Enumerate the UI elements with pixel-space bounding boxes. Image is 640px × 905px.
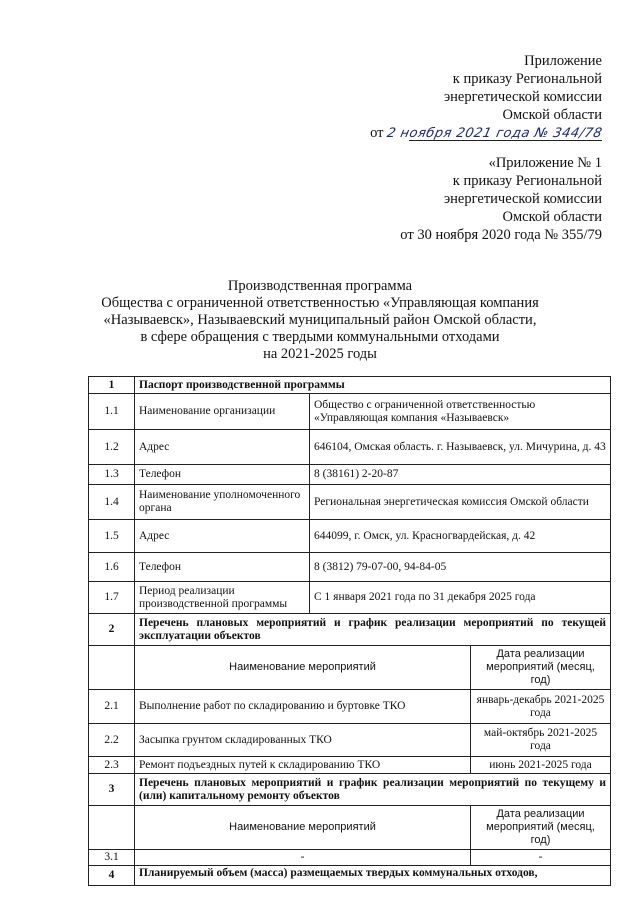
row-label: Наименование уполномоченного органа	[135, 485, 310, 520]
subheader-row	[89, 806, 611, 850]
row-number: 2.1	[89, 690, 135, 724]
row-number: 1.6	[89, 553, 135, 582]
column-header-name: Наименование мероприятий	[135, 646, 471, 690]
handwritten-signature: 2 ноября 2021 года № 344/78	[385, 126, 604, 141]
row-label: Наименование организации	[135, 394, 310, 430]
row-number: 2.3	[89, 757, 135, 774]
table-row	[89, 690, 611, 724]
row-label: Период реализации производственной программы	[135, 582, 310, 614]
table-row	[89, 757, 611, 774]
appendix-header	[370, 52, 602, 143]
title-line: Производственная программа	[227, 278, 413, 294]
appendix-line: энергетической комиссии	[443, 89, 602, 105]
activity-name: Ремонт подъездных путей к складированию ТКО	[135, 757, 471, 774]
section-number: 2	[89, 614, 135, 646]
row-value: Общество с ограниченной ответственностью «Управляющая компания «Называевск»	[310, 394, 611, 430]
row-number: 1.7	[89, 582, 135, 614]
section-header-row	[89, 614, 611, 646]
row-number: 2.2	[89, 724, 135, 757]
activity-date: июнь 2021-2025 года	[471, 757, 611, 774]
section-header-row	[89, 866, 611, 886]
activity-date: -	[471, 850, 611, 866]
appendix-line: энергетической комиссии	[443, 191, 602, 207]
activity-name: Засыпка грунтом складированных ТКО	[135, 724, 471, 757]
title-line: «Называевск», Называевский муниципальный район Омской области,	[103, 312, 537, 328]
document-title	[0, 278, 640, 363]
row-number: 1.3	[89, 465, 135, 485]
row-value: 644099, г. Омск, ул. Красногвардейская, д. 42	[310, 520, 611, 553]
table-row	[89, 850, 611, 866]
row-value: Региональная энергетическая комиссия Омской области	[310, 485, 611, 520]
activity-name: Выполнение работ по складированию и буртовке ТКО	[135, 690, 471, 724]
appendix-line: Омской области	[502, 107, 602, 123]
table-row	[89, 430, 611, 465]
signature-underline	[409, 140, 602, 141]
section-number: 1	[89, 377, 135, 394]
section-number: 3	[89, 774, 135, 806]
section-header-row	[89, 774, 611, 806]
title-line: Общества с ограниченной ответственностью «Управляющая компания	[101, 295, 539, 311]
row-value: 646104, Омская область. г. Называевск, ул. Мичурина, д. 43	[310, 430, 611, 465]
section-number: 4	[89, 866, 135, 886]
row-label: Адрес	[135, 430, 310, 465]
title-line: в сфере обращения с твердыми коммунальными отходами	[140, 329, 500, 345]
row-label: Адрес	[135, 520, 310, 553]
row-label: Телефон	[135, 553, 310, 582]
table-row	[89, 520, 611, 553]
appendix-line: «Приложение № 1	[488, 155, 602, 171]
section-title: Паспорт производственной программы	[135, 377, 611, 394]
table-row	[89, 724, 611, 757]
title-line: на 2021-2025 годы	[263, 346, 377, 362]
row-value: 8 (3812) 79-07-00, 94-84-05	[310, 553, 611, 582]
row-number: 3.1	[89, 850, 135, 866]
table-row	[89, 394, 611, 430]
empty-cell	[89, 806, 135, 850]
order-date-line	[370, 124, 602, 143]
column-header-date: Дата реализации мероприятий (месяц, год)	[471, 646, 611, 690]
appendix-line: Приложение	[524, 53, 602, 69]
section-header-row	[89, 377, 611, 394]
activity-name: -	[135, 850, 471, 866]
appendix-original-header	[400, 154, 602, 244]
row-label: Телефон	[135, 465, 310, 485]
appendix-line: Омской области	[502, 209, 602, 225]
order-date-prefix: от	[370, 125, 384, 141]
program-table	[88, 376, 611, 886]
table-row	[89, 553, 611, 582]
table-row	[89, 582, 611, 614]
column-header-date: Дата реализации мероприятий (месяц, год)	[471, 806, 611, 850]
column-header-name: Наименование мероприятий	[135, 806, 471, 850]
appendix-line: к приказу Региональной	[452, 173, 602, 189]
table-row	[89, 465, 611, 485]
activity-date: май-октябрь 2021-2025 года	[471, 724, 611, 757]
row-number: 1.2	[89, 430, 135, 465]
empty-cell	[89, 646, 135, 690]
row-value: С 1 января 2021 года по 31 декабря 2025 года	[310, 582, 611, 614]
row-number: 1.1	[89, 394, 135, 430]
row-number: 1.5	[89, 520, 135, 553]
section-title: Перечень плановых мероприятий и график реализации мероприятий по текущему и (или) капитальному ремонту объектов	[135, 774, 611, 806]
row-value: 8 (38161) 2-20-87	[310, 465, 611, 485]
activity-date: январь-декабрь 2021-2025 года	[471, 690, 611, 724]
section-title: Планируемый объем (масса) размещаемых твердых коммунальных отходов,	[135, 866, 611, 886]
row-number: 1.4	[89, 485, 135, 520]
appendix-line: к приказу Региональной	[452, 71, 602, 87]
subheader-row	[89, 646, 611, 690]
appendix-line: от 30 ноября 2020 года № 355/79	[400, 227, 602, 243]
table-row	[89, 485, 611, 520]
handwritten-date	[387, 124, 602, 143]
section-title: Перечень плановых мероприятий и график реализации мероприятий по текущей эксплуатации объектов	[135, 614, 611, 646]
